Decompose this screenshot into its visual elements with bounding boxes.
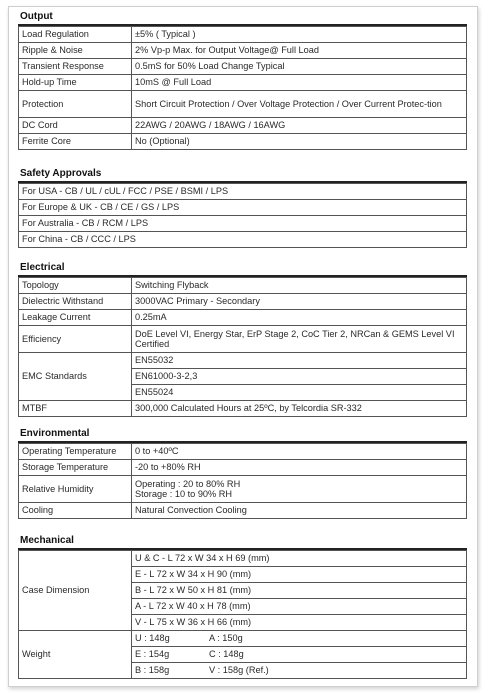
case-dimension-label: Case Dimension [19, 551, 132, 631]
mechanical-title: Mechanical [18, 534, 467, 550]
emc-value-1: EN55032 [132, 353, 467, 369]
load-regulation-label: Load Regulation [19, 27, 132, 43]
output-table [18, 26, 467, 150]
table-row [19, 294, 467, 310]
environmental-table [18, 443, 467, 519]
ripple-noise-value: 2% Vp-p Max. for Output Voltage@ Full Load [132, 43, 467, 59]
environmental-section [18, 427, 467, 519]
cooling-value: Natural Convection Cooling [132, 503, 467, 519]
table-row [19, 43, 467, 59]
weight-u: U : 148g [135, 633, 170, 644]
hold-up-time-value: 10mS @ Full Load [132, 75, 467, 91]
weight-v: V : 158g (Ref.) [209, 665, 269, 676]
humidity-operating: Operating : 20 to 80% RH [135, 478, 241, 489]
humidity-value [132, 476, 467, 503]
table-row [19, 631, 467, 647]
case-dimension-b: B - L 72 x W 50 x H 81 (mm) [132, 583, 467, 599]
dielectric-label: Dielectric Withstand [19, 294, 132, 310]
case-dimension-a: A - L 72 x W 40 x H 78 (mm) [132, 599, 467, 615]
protection-label: Protection [19, 91, 132, 118]
mtbf-label: MTBF [19, 401, 132, 417]
table-row [19, 184, 467, 200]
weight-b: B : 158g [135, 665, 170, 676]
table-row [19, 353, 467, 369]
table-row [19, 59, 467, 75]
weight-row-2 [132, 647, 467, 663]
operating-temp-label: Operating Temperature [19, 444, 132, 460]
safety-australia: For Australia - CB / RCM / LPS [19, 216, 467, 232]
ferrite-core-label: Ferrite Core [19, 134, 132, 150]
table-row [19, 216, 467, 232]
safety-table [18, 183, 467, 248]
storage-temp-label: Storage Temperature [19, 460, 132, 476]
weight-row-1 [132, 631, 467, 647]
protection-value: Short Circuit Protection / Over Voltage Protection / Over Current Protec-tion [132, 91, 467, 118]
dc-cord-value: 22AWG / 20AWG / 18AWG / 16AWG [132, 118, 467, 134]
table-row [19, 27, 467, 43]
safety-section [18, 167, 467, 248]
table-row [19, 401, 467, 417]
safety-usa: For USA - CB / UL / cUL / FCC / PSE / BSMI / LPS [19, 184, 467, 200]
table-row [19, 326, 467, 353]
hold-up-time-label: Hold-up Time [19, 75, 132, 91]
mtbf-value: 300,000 Calculated Hours at 25ºC, by Telcordia SR-332 [132, 401, 467, 417]
weight-a: A : 150g [209, 633, 243, 644]
topology-label: Topology [19, 278, 132, 294]
table-row [19, 200, 467, 216]
transient-response-label: Transient Response [19, 59, 132, 75]
table-row [19, 460, 467, 476]
mechanical-section [18, 534, 467, 679]
output-section [18, 10, 467, 150]
safety-china: For China - CB / CCC / LPS [19, 232, 467, 248]
table-row [19, 503, 467, 519]
electrical-title: Electrical [18, 261, 467, 277]
weight-c: C : 148g [209, 649, 244, 660]
table-row [19, 551, 467, 567]
operating-temp-value: 0 to +40ºC [132, 444, 467, 460]
table-row [19, 91, 467, 118]
cooling-label: Cooling [19, 503, 132, 519]
table-row [19, 444, 467, 460]
table-row [19, 134, 467, 150]
table-row [19, 75, 467, 91]
table-row [19, 118, 467, 134]
efficiency-value: DoE Level VI, Energy Star, ErP Stage 2, CoC Tier 2, NRCan & GEMS Level VI Certified [132, 326, 467, 353]
table-row [19, 476, 467, 503]
environmental-title: Environmental [18, 427, 467, 443]
emc-value-2: EN61000-3-2,3 [132, 369, 467, 385]
humidity-label: Relative Humidity [19, 476, 132, 503]
leakage-label: Leakage Current [19, 310, 132, 326]
case-dimension-u-c: U & C - L 72 x W 34 x H 69 (mm) [132, 551, 467, 567]
case-dimension-v: V - L 75 x W 36 x H 66 (mm) [132, 615, 467, 631]
case-dimension-e: E - L 72 x W 34 x H 90 (mm) [132, 567, 467, 583]
humidity-storage: Storage : 10 to 90% RH [135, 489, 233, 499]
ripple-noise-label: Ripple & Noise [19, 43, 132, 59]
storage-temp-value: -20 to +80% RH [132, 460, 467, 476]
ferrite-core-value: No (Optional) [132, 134, 467, 150]
safety-europe-uk: For Europe & UK - CB / CE / GS / LPS [19, 200, 467, 216]
transient-response-value: 0.5mS for 50% Load Change Typical [132, 59, 467, 75]
safety-title: Safety Approvals [18, 167, 467, 183]
weight-row-3 [132, 663, 467, 679]
table-row [19, 278, 467, 294]
emc-value-3: EN55024 [132, 385, 467, 401]
dielectric-value: 3000VAC Primary - Secondary [132, 294, 467, 310]
emc-label: EMC Standards [19, 353, 132, 401]
weight-e: E : 154g [135, 649, 170, 660]
leakage-value: 0.25mA [132, 310, 467, 326]
load-regulation-value: ±5% ( Typical ) [132, 27, 467, 43]
mechanical-table [18, 550, 467, 679]
table-row [19, 232, 467, 248]
table-row [19, 310, 467, 326]
weight-label: Weight [19, 631, 132, 679]
output-title: Output [18, 10, 467, 26]
electrical-table [18, 277, 467, 417]
topology-value: Switching Flyback [132, 278, 467, 294]
dc-cord-label: DC Cord [19, 118, 132, 134]
electrical-section [18, 261, 467, 417]
efficiency-label: Efficiency [19, 326, 132, 353]
